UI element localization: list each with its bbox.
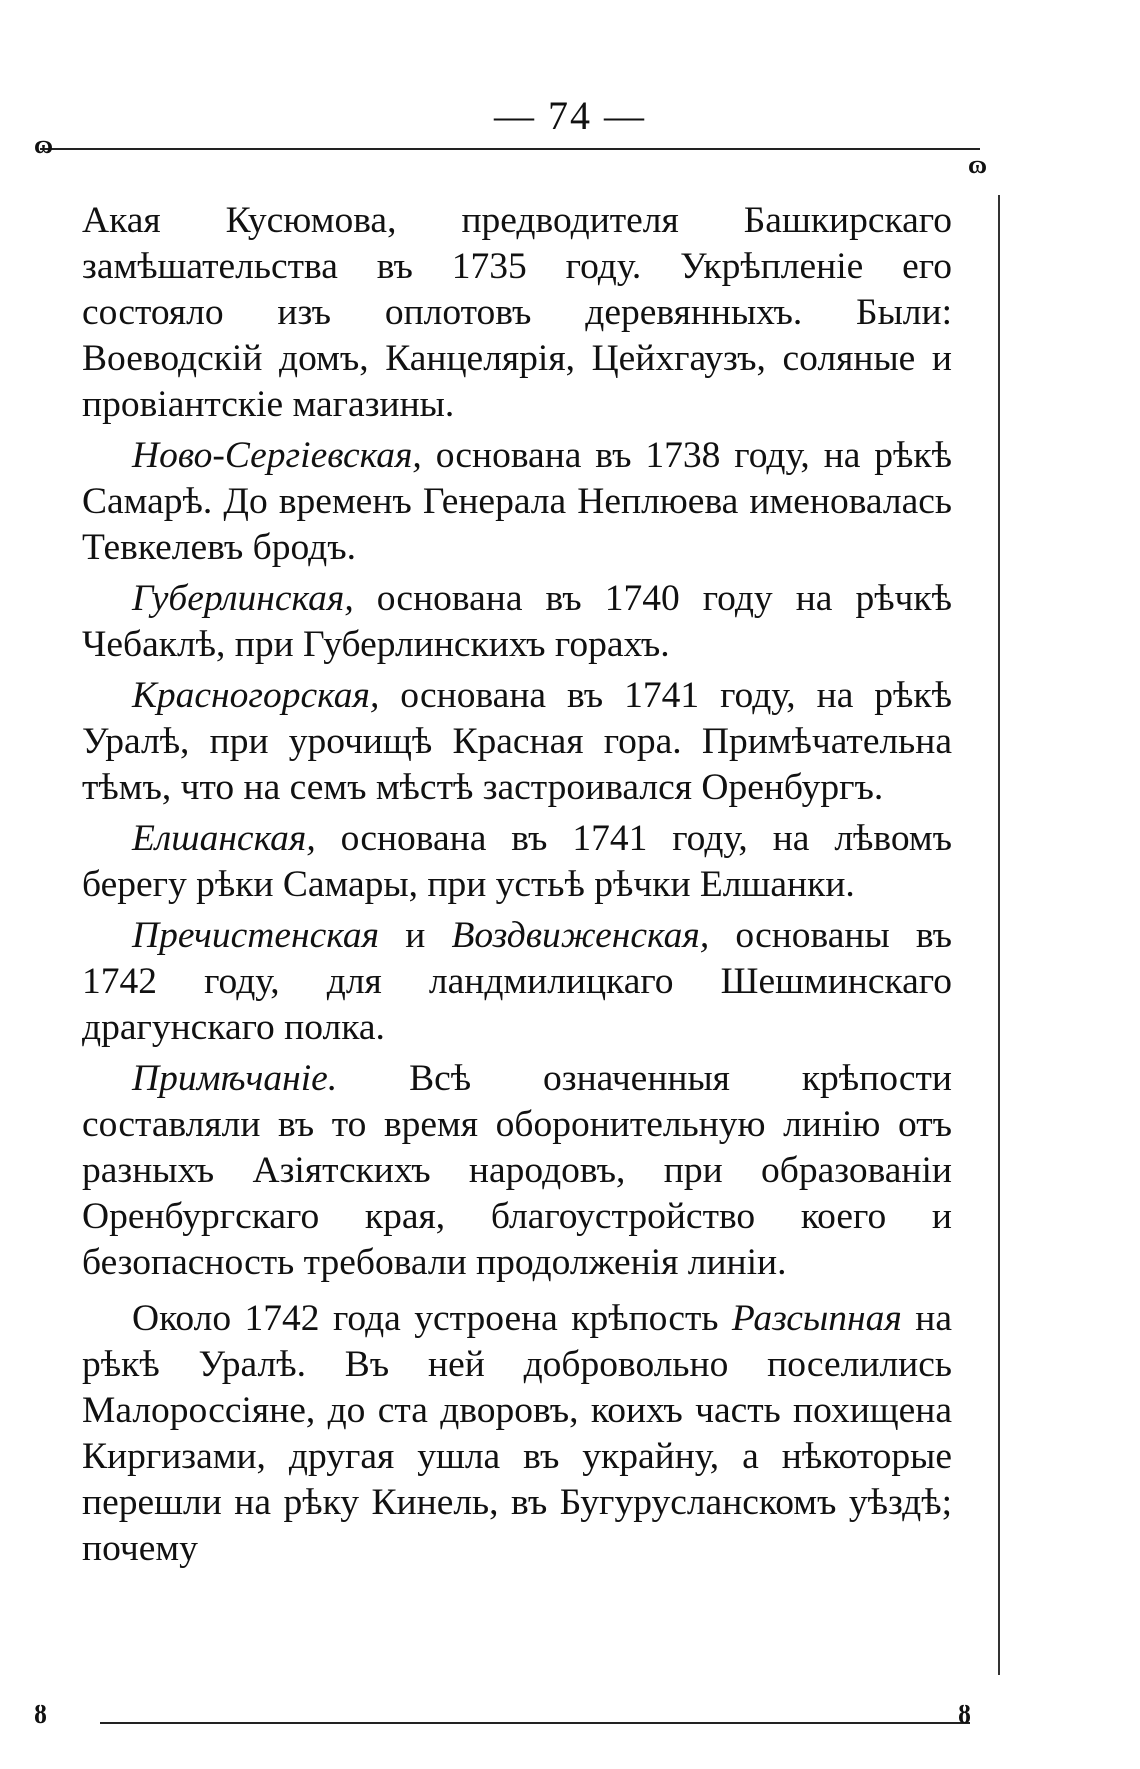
fortress-name: Губерлинская, <box>132 578 354 619</box>
fortress-name: Ново-Сергіевская, <box>132 435 422 476</box>
paragraph-text: основаны въ 1742 году, для ландмилицкаго Шешминскаго драгунскаго полка. <box>82 915 952 1048</box>
bottom-rule <box>100 1722 970 1724</box>
paragraph-1 <box>82 198 952 428</box>
right-margin-line <box>998 195 1000 1675</box>
ornament-top-right-icon: ɷ <box>968 150 988 179</box>
body-text <box>82 198 952 1577</box>
paragraph-text: Около 1742 года устроена крѣпость <box>132 1298 732 1339</box>
page-number: — 74 — <box>494 93 646 138</box>
top-rule <box>40 148 980 150</box>
paragraph-elshanskaya <box>82 816 952 908</box>
paragraph-text: основана въ 1738 году, на рѣкѣ Самарѣ. До временъ Генерала Неплюева именовалась Тевкелевъ бродъ. <box>82 435 952 568</box>
ornament-top-left-icon: ɷ <box>34 130 54 159</box>
paragraph-guberlinskaya <box>82 576 952 668</box>
fortress-name: Воздвиженская, <box>451 915 710 956</box>
paragraph-text: основана въ 1740 году на рѣчкѣ Чебаклѣ, при Губерлинскихъ горахъ. <box>82 578 952 665</box>
note-label: Примѣчаніе. <box>132 1058 338 1099</box>
fortress-name: Елшанская, <box>132 818 316 859</box>
paragraph-prechistenskaya <box>82 913 952 1051</box>
paragraph-note <box>82 1056 952 1286</box>
fortress-name: Пречистенская <box>132 915 380 956</box>
paragraph-novo-sergievskaya <box>82 433 952 571</box>
ornament-bottom-right-icon: ȣ <box>958 1700 972 1729</box>
paragraph-text: основана въ 1741 году, на рѣкѣ Уралѣ, при урочищѣ Красная гора. Примѣчательна тѣмъ, что на семъ мѣстѣ застроивался Оренбургъ. <box>82 675 952 808</box>
paragraph-text: Всѣ означенныя крѣпости составляли въ то время оборонительную линію отъ разныхъ Азіятскихъ народовъ, при образованіи Оренбургскаго края, благоустройство коего и безопасность требовали продолженія линіи. <box>82 1058 952 1283</box>
paragraph-krasnogorskaya <box>82 673 952 811</box>
fortress-name: Разсыпная <box>731 1298 902 1339</box>
paragraph-text: Акая Кусюмова, предводителя Башкирскаго замѣшательства въ 1735 году. Укрѣпленіе его состояло изъ оплотовъ деревянныхъ. Были: Воеводскій домъ, Канцелярія, Цейхгаузъ, соляные и провіантскіе магазины. <box>82 200 952 425</box>
ornament-bottom-left-icon: ȣ <box>34 1700 48 1729</box>
paragraph-text: основана въ 1741 году, на лѣвомъ берегу рѣки Самары, при устьѣ рѣчки Елшанки. <box>82 818 952 905</box>
conjunction: и <box>379 915 452 956</box>
paragraph-rassypnaya <box>82 1296 952 1572</box>
fortress-name: Красногорская, <box>132 675 380 716</box>
paragraph-text: на рѣкѣ Уралѣ. Въ ней добровольно поселились Малороссіяне, до ста дворовъ, коихъ часть похищена Киргизами, другая ушла въ украйну, а нѣкоторые перешли на рѣку Кинель, въ Бугурусланскомъ уѣздѣ; почему <box>82 1298 952 1569</box>
